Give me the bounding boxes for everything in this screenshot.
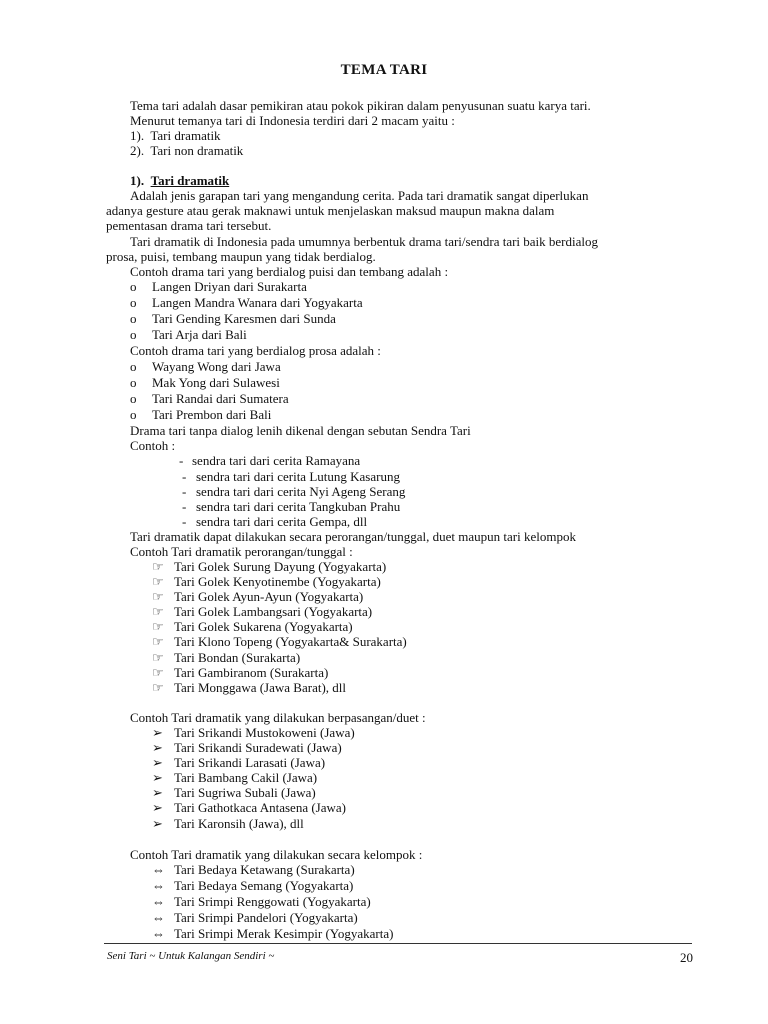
list-item: Tari Golek Ayun-Ayun (Yogyakarta) — [174, 589, 364, 604]
double-arrow-bullet-icon: ⇔ — [152, 926, 165, 941]
list-item: Tari Bedaya Ketawang (Surakarta) — [174, 862, 355, 877]
arrow-bullet-icon: ➢ — [152, 785, 163, 800]
list-item: Tari Golek Surung Dayung (Yogyakarta) — [174, 559, 387, 574]
list-intro: Contoh Tari dramatik perorangan/tunggal : — [130, 544, 353, 559]
list-intro: Contoh Tari dramatik yang dilakukan berpasangan/duet : — [130, 710, 426, 725]
bullet-dash: - — [182, 469, 187, 484]
list-item: Tari Srikandi Mustokoweni (Jawa) — [174, 725, 355, 740]
list-item: Tari Gending Karesmen dari Sunda — [152, 311, 336, 326]
footer-divider — [104, 943, 692, 944]
double-arrow-bullet-icon: ⇔ — [152, 894, 165, 909]
list-item: Tari Srimpi Renggowati (Yogyakarta) — [174, 894, 371, 909]
page-number: 20 — [680, 950, 693, 965]
list-item: Tari Golek Lambangsari (Yogyakarta) — [174, 604, 373, 619]
bullet-o: o — [130, 279, 137, 294]
list-item: Tari Sugriwa Subali (Jawa) — [174, 785, 316, 800]
list-item: Tari Monggawa (Jawa Barat), dll — [174, 680, 347, 695]
bullet-o: o — [130, 295, 137, 310]
section-number: 1). — [130, 173, 145, 188]
type-number: 2). — [130, 143, 145, 158]
list-item: Tari Golek Kenyotinembe (Yogyakarta) — [174, 574, 381, 589]
paragraph-line: Tari dramatik di Indonesia pada umumnya berbentuk drama tari/sendra tari baik berdialog — [130, 234, 599, 249]
double-arrow-bullet-icon: ⇔ — [152, 862, 165, 877]
list-intro: Contoh Tari dramatik yang dilakukan secara kelompok : — [130, 847, 423, 862]
paragraph-line: adanya gesture atau gerak maknawi untuk menjelaskan maksud maupun makna dalam — [106, 203, 555, 218]
type-label: Tari non dramatik — [150, 143, 244, 158]
hand-bullet-icon: ☞ — [152, 604, 164, 619]
list-item: sendra tari dari cerita Gempa, dll — [196, 514, 368, 529]
list-intro: Contoh drama tari yang berdialog prosa adalah : — [130, 343, 381, 358]
list-item: Tari Srikandi Larasati (Jawa) — [174, 755, 326, 770]
hand-bullet-icon: ☞ — [152, 680, 164, 695]
type-number: 1). — [130, 128, 145, 143]
list-item: Tari Srimpi Merak Kesimpir (Yogyakarta) — [174, 926, 394, 941]
list-item: Mak Yong dari Sulawesi — [152, 375, 280, 390]
list-item: Tari Prembon dari Bali — [152, 407, 272, 422]
type-item — [130, 143, 243, 158]
hand-bullet-icon: ☞ — [152, 559, 164, 574]
arrow-bullet-icon: ➢ — [152, 770, 163, 785]
arrow-bullet-icon: ➢ — [152, 800, 163, 815]
hand-bullet-icon: ☞ — [152, 589, 164, 604]
arrow-bullet-icon: ➢ — [152, 755, 163, 770]
type-label: Tari dramatik — [150, 128, 221, 143]
list-item: Tari Bondan (Surakarta) — [174, 650, 301, 665]
paragraph-line: Adalah jenis garapan tari yang mengandung cerita. Pada tari dramatik sangat diperlukan — [130, 188, 589, 203]
bullet-o: o — [130, 327, 137, 342]
list-item: Tari Gathotkaca Antasena (Jawa) — [174, 800, 346, 815]
arrow-bullet-icon: ➢ — [152, 816, 163, 831]
bullet-o: o — [130, 391, 137, 406]
bullet-o: o — [130, 375, 137, 390]
list-item: Tari Klono Topeng (Yogyakarta& Surakarta) — [174, 634, 407, 649]
contoh-label: Contoh : — [130, 438, 176, 453]
list-item: Tari Gambiranom (Surakarta) — [174, 665, 329, 680]
paragraph-line: pementasan drama tari tersebut. — [106, 218, 272, 233]
bullet-dash: - — [182, 514, 187, 529]
intro-line: Menurut temanya tari di Indonesia terdiri dari 2 macam yaitu : — [130, 113, 455, 128]
bullet-dash: - — [182, 499, 187, 514]
list-item: Langen Driyan dari Surakarta — [152, 279, 307, 294]
hand-bullet-icon: ☞ — [152, 634, 164, 649]
page-title: TEMA TARI — [340, 62, 428, 78]
bullet-o: o — [130, 311, 137, 326]
bullet-o: o — [130, 407, 137, 422]
intro-line: Tema tari adalah dasar pemikiran atau pokok pikiran dalam penyusunan suatu karya tari. — [130, 98, 591, 113]
section-heading — [130, 173, 229, 188]
list-item: Tari Srikandi Suradewati (Jawa) — [174, 740, 342, 755]
list-item: Tari Karonsih (Jawa), dll — [174, 816, 304, 831]
section-title: Tari dramatik — [150, 173, 230, 188]
list-item: sendra tari dari cerita Ramayana — [192, 453, 361, 468]
list-item: Wayang Wong dari Jawa — [152, 359, 281, 374]
list-item: sendra tari dari cerita Nyi Ageng Serang — [196, 484, 406, 499]
arrow-bullet-icon: ➢ — [152, 725, 163, 740]
arrow-bullet-icon: ➢ — [152, 740, 163, 755]
list-item: Langen Mandra Wanara dari Yogyakarta — [152, 295, 363, 310]
footer-text: Seni Tari ~ Untuk Kalangan Sendiri ~ — [107, 950, 275, 962]
list-item: Tari Randai dari Sumatera — [152, 391, 289, 406]
list-item: Tari Arja dari Bali — [152, 327, 247, 342]
paragraph-line: prosa, puisi, tembang maupun yang tidak berdialog. — [106, 249, 376, 264]
list-item: sendra tari dari cerita Lutung Kasarung — [196, 469, 400, 484]
bullet-dash: - — [182, 484, 187, 499]
hand-bullet-icon: ☞ — [152, 574, 164, 589]
list-item: Tari Srimpi Pandelori (Yogyakarta) — [174, 910, 358, 925]
list-intro: Contoh drama tari yang berdialog puisi dan tembang adalah : — [130, 264, 449, 279]
hand-bullet-icon: ☞ — [152, 619, 164, 634]
double-arrow-bullet-icon: ⇔ — [152, 910, 165, 925]
paragraph-line: Tari dramatik dapat dilakukan secara perorangan/tunggal, duet maupun tari kelompok — [130, 529, 576, 544]
bullet-dash: - — [179, 453, 184, 468]
list-item: Tari Bambang Cakil (Jawa) — [174, 770, 318, 785]
type-item — [130, 128, 221, 143]
bullet-o: o — [130, 359, 137, 374]
list-item: Tari Bedaya Semang (Yogyakarta) — [174, 878, 354, 893]
list-intro: Drama tari tanpa dialog lenih dikenal dengan sebutan Sendra Tari — [130, 423, 471, 438]
hand-bullet-icon: ☞ — [152, 665, 164, 680]
hand-bullet-icon: ☞ — [152, 650, 164, 665]
list-item: Tari Golek Sukarena (Yogyakarta) — [174, 619, 353, 634]
list-item: sendra tari dari cerita Tangkuban Prahu — [196, 499, 401, 514]
double-arrow-bullet-icon: ⇔ — [152, 878, 165, 893]
